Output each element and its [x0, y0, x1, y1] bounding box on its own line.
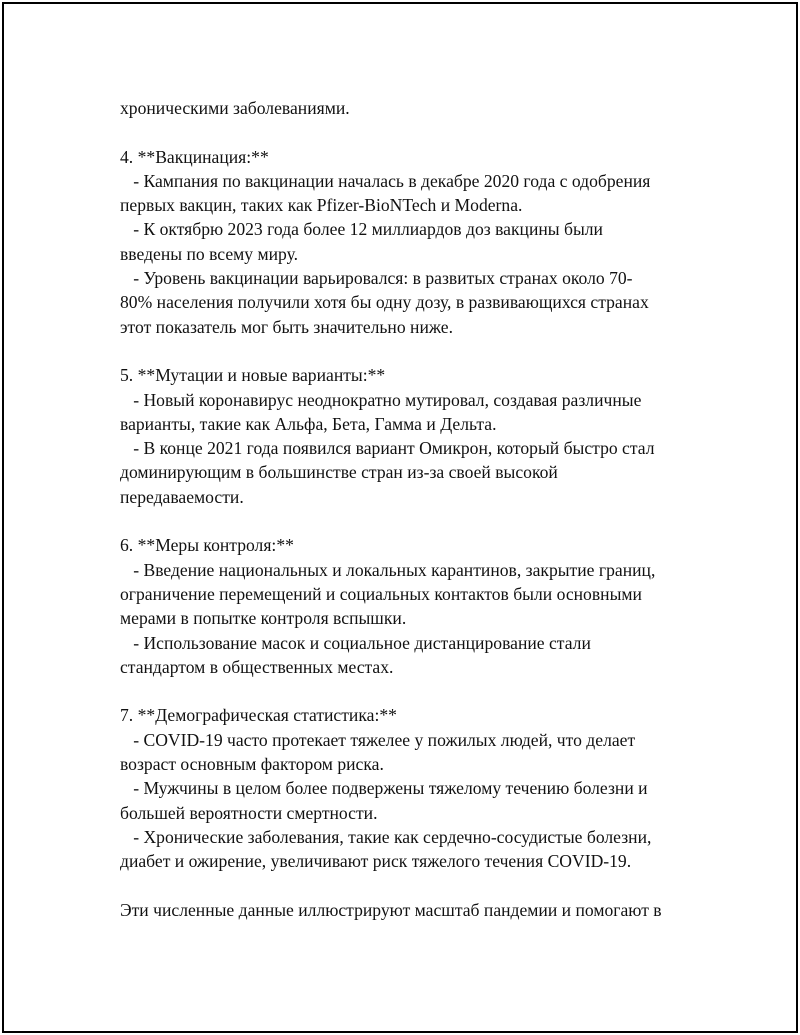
blank-line: [120, 874, 720, 898]
document-body: [120, 96, 720, 922]
text-line: введены по всему миру.: [120, 243, 299, 264]
document-page: [2, 2, 798, 1033]
text-line: хроническими заболеваниями.: [120, 98, 350, 118]
section-heading-mutations: 5. **Мутации и новые варианты:**: [120, 365, 386, 386]
text-line: - Введение национальных и локальных карантинов, закрытие границ,: [120, 559, 656, 580]
blank-line: [120, 120, 720, 144]
text-line: - Мужчины в целом более подвержены тяжелому течению болезни и: [120, 778, 648, 799]
text-line: - В конце 2021 года появился вариант Омикрон, который быстро стал: [120, 438, 655, 459]
section-heading-vaccination: 4. **Вакцинация:**: [120, 146, 269, 167]
text-line: - Новый коронавирус неоднократно мутировал, создавая различные: [120, 389, 642, 410]
text-line: - К октябрю 2023 года более 12 миллиардов доз вакцины были: [120, 219, 603, 240]
text-line: диабет и ожирение, увеличивают риск тяжелого течения COVID-19.: [120, 851, 632, 872]
text-line: мерами в попытке контроля вспышки.: [120, 608, 407, 629]
text-line: стандартом в общественных местах.: [120, 656, 394, 677]
text-line: большей вероятности смертности.: [120, 802, 378, 823]
text-line: 80% населения получили хотя бы одну дозу, в развивающихся странах: [120, 292, 649, 313]
blank-line: [120, 679, 720, 703]
text-line: - Уровень вакцинации варьировался: в развитых странах около 70-: [120, 268, 633, 289]
blank-line: [120, 339, 720, 363]
text-line: ограничение перемещений и социальных контактов были основными: [120, 583, 642, 604]
text-line: первых вакцин, таких как Pfizer-BioNTech и Moderna.: [120, 195, 523, 216]
text-line: - Кампания по вакцинации началась в декабре 2020 года с одобрения: [120, 170, 651, 191]
section-heading-demographics: 7. **Демографическая статистика:**: [120, 705, 397, 726]
blank-line: [120, 509, 720, 533]
text-line: Эти численные данные иллюстрируют масштаб пандемии и помогают в: [120, 899, 662, 920]
text-line: возраст основным фактором риска.: [120, 754, 384, 775]
text-line: доминирующим в большинстве стран из-за своей высокой: [120, 462, 558, 483]
text-line: - COVID-19 часто протекает тяжелее у пожилых людей, что делает: [120, 729, 636, 750]
section-heading-control-measures: 6. **Меры контроля:**: [120, 535, 294, 556]
text-line: варианты, такие как Альфа, Бета, Гамма и Дельта.: [120, 413, 497, 434]
text-line: - Использование масок и социальное дистанцирование стали: [120, 632, 591, 653]
text-line: передаваемости.: [120, 486, 244, 507]
text-line: этот показатель мог быть значительно ниже.: [120, 316, 454, 337]
text-line: - Хронические заболевания, такие как сердечно-сосудистые болезни,: [120, 826, 652, 847]
